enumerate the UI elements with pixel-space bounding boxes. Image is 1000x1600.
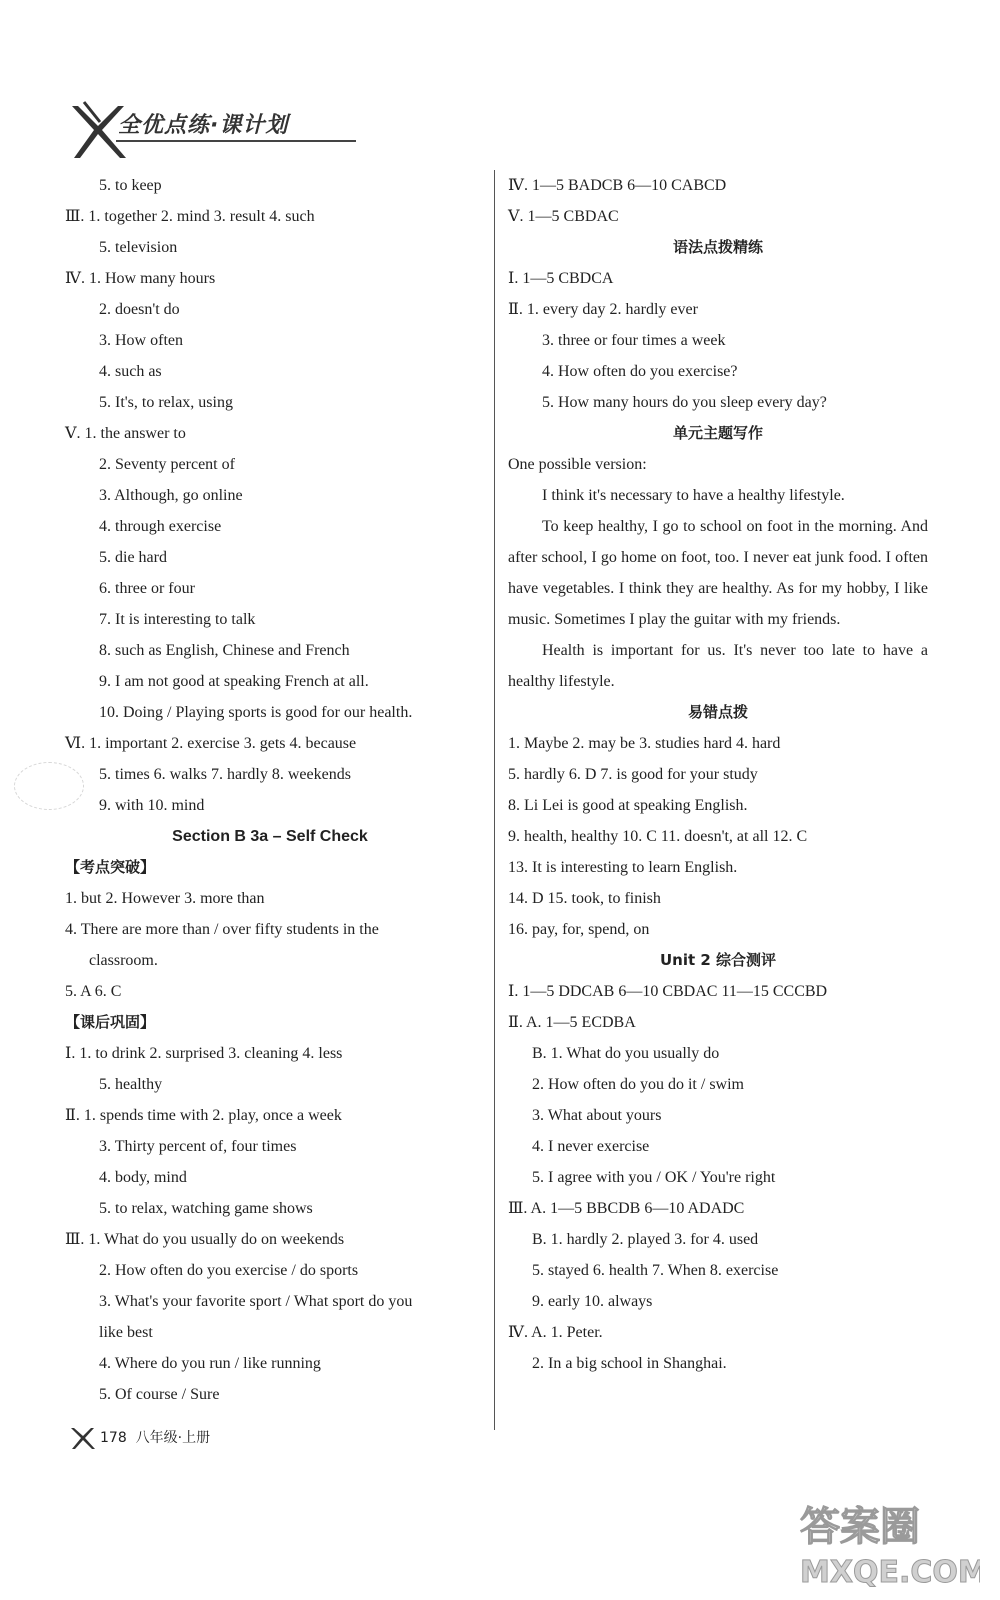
watermark-text-en: MXQE.COM	[800, 1555, 980, 1590]
answer-line: 4. body, mind	[99, 1169, 187, 1186]
answer-line: Ⅴ. 1—5 CBDAC	[508, 208, 619, 225]
essay-paragraph: Health is important for us. It's never too late to have a healthy lifestyle.	[508, 642, 928, 690]
grade-label: 八年级·上册	[135, 1430, 211, 1446]
answer-line: 5. Of course / Sure	[99, 1386, 220, 1403]
answer-line: 5. How many hours do you sleep every day?	[542, 394, 827, 411]
answer-line: 3. Thirty percent of, four times	[99, 1138, 297, 1155]
answer-line: 7. It is interesting to talk	[99, 611, 256, 628]
answer-line: Ⅵ. 1. important 2. exercise 3. gets 4. because	[65, 735, 357, 752]
answer-line: Ⅲ. 1. together 2. mind 3. result 4. such	[65, 208, 315, 225]
answer-line: 2. How often do you do it / swim	[532, 1076, 744, 1093]
answer-line: 5. It's, to relax, using	[99, 394, 233, 411]
left-column	[65, 170, 475, 1410]
answer-line: 5. to relax, watching game shows	[99, 1200, 313, 1217]
answer-line: B. 1. What do you usually do	[532, 1045, 720, 1062]
answer-line: B. 1. hardly 2. played 3. for 4. used	[532, 1231, 759, 1248]
answer-line: 10. Doing / Playing sports is good for our health.	[99, 704, 413, 721]
answer-line: 9. health, healthy 10. C 11. doesn't, at all 12. C	[508, 828, 808, 845]
watermark-text-cn: 答案圈	[800, 1504, 920, 1550]
answer-line: 5. television	[99, 239, 178, 256]
answer-line: 4. How often do you exercise?	[542, 363, 738, 380]
answer-line: 4. through exercise	[99, 518, 222, 535]
answer-line: Ⅳ. A. 1. Peter.	[508, 1324, 603, 1341]
header-title: 全优点练·课计划	[118, 113, 289, 138]
answer-line: 5. times 6. walks 7. hardly 8. weekends	[99, 766, 351, 783]
answer-line: 5. A 6. C	[65, 983, 122, 1000]
answer-line: 2. How often do you exercise / do sports	[99, 1262, 359, 1279]
footer-logo-icon	[70, 1425, 96, 1451]
answer-line: 9. with 10. mind	[99, 797, 205, 814]
answer-line: 4. I never exercise	[532, 1138, 650, 1155]
answer-line: 4. There are more than / over fifty students in the	[65, 921, 379, 938]
answer-line: 8. Li Lei is good at speaking English.	[508, 797, 748, 814]
answer-line: Ⅱ. A. 1—5 ECDBA	[508, 1014, 636, 1031]
answer-line: 13. It is interesting to learn English.	[508, 859, 738, 876]
answer-line: 3. three or four times a week	[542, 332, 726, 349]
column-divider	[494, 170, 495, 1430]
answer-line: Ⅲ. A. 1—5 BBCDB 6—10 ADADC	[508, 1200, 745, 1217]
answer-line: classroom.	[89, 952, 158, 969]
watermark-logo	[780, 1490, 980, 1590]
subsection-label: 【课后巩固】	[65, 1013, 156, 1031]
answer-line: 8. such as English, Chinese and French	[99, 642, 350, 659]
page-header	[70, 100, 350, 162]
answer-line: Ⅲ. 1. What do you usually do on weekends	[65, 1231, 345, 1248]
answer-line: Ⅱ. 1. every day 2. hardly ever	[508, 301, 698, 318]
answer-line: 2. doesn't do	[99, 301, 180, 318]
answer-line: One possible version:	[508, 456, 647, 473]
answer-line: 5. I agree with you / OK / You're right	[532, 1169, 776, 1186]
answer-line: 5. stayed 6. health 7. When 8. exercise	[532, 1262, 779, 1279]
section-heading: 单元主题写作	[672, 424, 763, 442]
answer-line: 9. I am not good at speaking French at all.	[99, 673, 369, 690]
answer-line: 4. such as	[99, 363, 162, 380]
page-footer	[70, 1425, 370, 1455]
answer-line: 3. Although, go online	[99, 487, 243, 504]
header-rule	[116, 140, 356, 142]
right-column	[508, 170, 928, 1379]
answer-line: 2. In a big school in Shanghai.	[532, 1355, 727, 1372]
section-heading: 易错点拨	[687, 703, 748, 721]
answer-line: 6. three or four	[99, 580, 195, 597]
essay-paragraph: I think it's necessary to have a healthy lifestyle.	[542, 487, 845, 504]
essay-paragraph: To keep healthy, I go to school on foot in the morning. And after school, I go home on foot, too. I never eat junk food. I often have vegetables. I think they are healthy. As for my hobby, I like music. Sometimes I play the guitar with my friends.	[508, 518, 928, 628]
answer-line: 3. How often	[99, 332, 183, 349]
faded-stamp	[14, 762, 84, 810]
answer-line: Ⅱ. 1. spends time with 2. play, once a week	[65, 1107, 342, 1124]
answer-line: Ⅰ. 1—5 CBDCA	[508, 270, 614, 287]
section-heading: Unit 2 综合测评	[659, 951, 777, 969]
section-heading: Section B 3a – Self Check	[172, 828, 368, 845]
answer-line: Ⅰ. 1—5 DDCAB 6—10 CBDAC 11—15 CCCBD	[508, 983, 828, 1000]
footer-label	[100, 1427, 210, 1447]
answer-line: Ⅰ. 1. to drink 2. surprised 3. cleaning 4. less	[65, 1045, 343, 1062]
answer-line: 2. Seventy percent of	[99, 456, 235, 473]
answer-line: 3. What about yours	[532, 1107, 662, 1124]
answer-line: 3. What's your favorite sport / What sport do you	[99, 1293, 413, 1310]
answer-line: like best	[99, 1324, 153, 1341]
answer-line: Ⅴ. 1. the answer to	[65, 425, 186, 442]
answer-line: 5. to keep	[99, 177, 162, 194]
answer-line: Ⅳ. 1. How many hours	[65, 270, 216, 287]
subsection-label: 【考点突破】	[65, 858, 156, 876]
answer-line: Ⅳ. 1—5 BADCB 6—10 CABCD	[508, 177, 727, 194]
answer-line: 16. pay, for, spend, on	[508, 921, 650, 938]
answer-line: 5. die hard	[99, 549, 167, 566]
answer-line: 1. Maybe 2. may be 3. studies hard 4. hard	[508, 735, 781, 752]
answer-line: 4. Where do you run / like running	[99, 1355, 321, 1372]
answer-line: 5. healthy	[99, 1076, 163, 1093]
answer-line: 5. hardly 6. D 7. is good for your study	[508, 766, 758, 783]
section-heading: 语法点拨精练	[672, 238, 763, 256]
answer-line: 14. D 15. took, to finish	[508, 890, 661, 907]
page-number: 178	[100, 1430, 127, 1446]
answer-line: 9. early 10. always	[532, 1293, 653, 1310]
answer-line: 1. but 2. However 3. more than	[65, 890, 265, 907]
